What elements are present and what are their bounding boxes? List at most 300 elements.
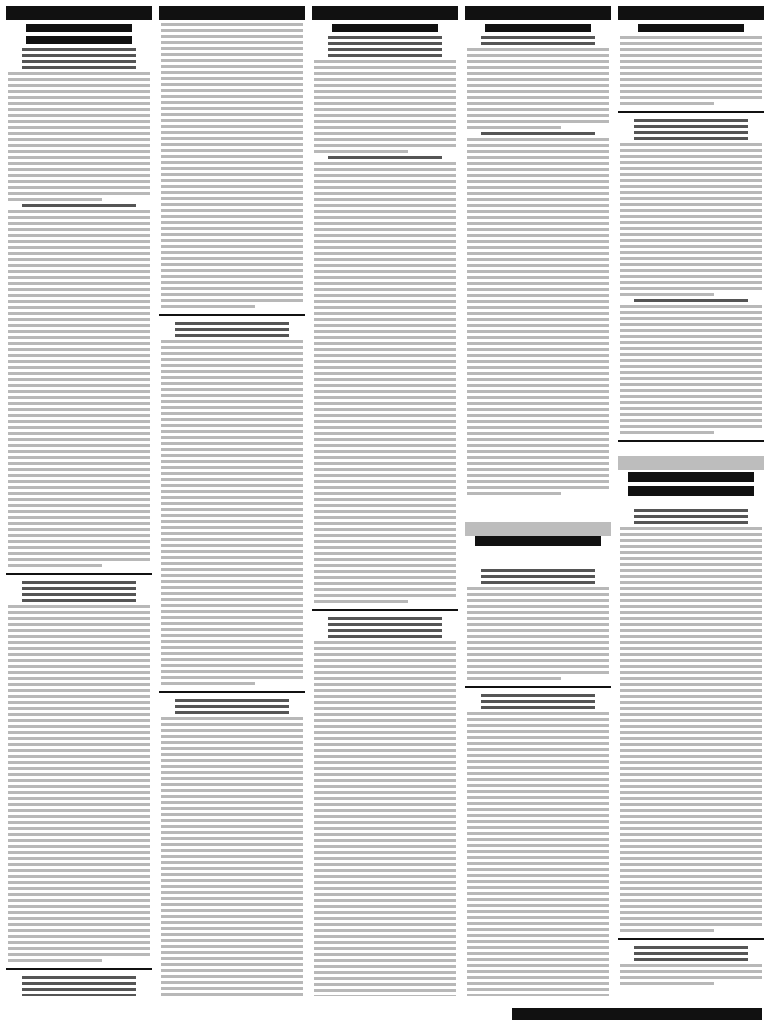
notice-text-line (8, 168, 150, 171)
notice-text-line (314, 396, 456, 399)
notice-text-line (314, 546, 456, 549)
notice-heading (634, 521, 748, 524)
notice-text-line (314, 306, 456, 309)
notice-text-line (620, 695, 762, 698)
notice-text-line (467, 832, 609, 835)
notice-text-line (467, 126, 561, 129)
notice-text-line (8, 480, 150, 483)
notice-text-line (467, 144, 609, 147)
notice-text-line (467, 438, 609, 441)
notice-text-line (314, 677, 456, 680)
notice-text-line (314, 324, 456, 327)
notice-heading (328, 54, 442, 57)
notice-text-line (467, 474, 609, 477)
notice-text-line (620, 964, 762, 967)
notice-text-line (161, 215, 303, 218)
notice-separator (159, 691, 305, 693)
column-header (618, 6, 764, 20)
notice-text-line (620, 239, 762, 242)
notice-text-line (8, 318, 150, 321)
notice-text-line (161, 173, 303, 176)
county-title (638, 24, 744, 32)
notice-text-line (161, 933, 303, 936)
notice-text-line (314, 833, 456, 836)
notice-text-line (161, 634, 303, 637)
notice-text-line (314, 959, 456, 962)
notice-text-line (314, 821, 456, 824)
notice-text-line (161, 101, 303, 104)
notice-text-line (467, 348, 609, 351)
column-1 (6, 6, 152, 996)
notice-text-line (620, 923, 762, 926)
notice-text-line (467, 946, 609, 949)
notice-text-line (314, 707, 456, 710)
notice-text-line (8, 180, 150, 183)
notice-text-line (314, 755, 456, 758)
notice-text-line (161, 831, 303, 834)
notice-text-line (620, 527, 762, 530)
notice-text-line (314, 438, 456, 441)
notice-text-line (467, 78, 609, 81)
notice-text-line (314, 953, 456, 956)
notice-text-line (161, 293, 303, 296)
notice-text-line (161, 29, 303, 32)
notice-text-line (8, 288, 150, 291)
notice-text-line (314, 174, 456, 177)
notice-text-line (467, 102, 609, 105)
notice-text-line (8, 833, 150, 836)
notice-text-line (8, 504, 150, 507)
notice-text-line (8, 342, 150, 345)
notice-heading (175, 334, 289, 337)
notice-text-line (314, 294, 456, 297)
notice-text-line (467, 748, 609, 751)
notice-text-line (467, 994, 609, 996)
notice-text-line (620, 905, 762, 908)
notice-text-line (161, 628, 303, 631)
column-header (159, 6, 305, 20)
notice-text-line (314, 743, 456, 746)
notice-text-line (161, 921, 303, 924)
notice-text-line (8, 701, 150, 704)
notice-text-line (314, 312, 456, 315)
notice-text-line (314, 402, 456, 405)
notice-text-line (620, 683, 762, 686)
notice-text-line (314, 60, 456, 63)
notice-text-line (161, 915, 303, 918)
notice-text-line (314, 935, 456, 938)
notice-text-line (467, 84, 609, 87)
notice-text-line (8, 246, 150, 249)
notice-text-line (8, 108, 150, 111)
notice-text-line (620, 545, 762, 548)
notice-text-line (161, 460, 303, 463)
notice-text-line (314, 881, 456, 884)
notice-heading (481, 132, 595, 135)
notice-text-line (314, 102, 456, 105)
notice-heading (22, 988, 136, 991)
notice-text-line (8, 510, 150, 513)
notice-text-line (620, 557, 762, 560)
notice-text-line (620, 917, 762, 920)
notice-text-line (620, 293, 714, 296)
notice-text-line (467, 928, 609, 931)
notice-text-line (314, 761, 456, 764)
notice-heading (22, 587, 136, 590)
notice-text-line (620, 671, 762, 674)
notice-text-line (620, 809, 762, 812)
notice-text-line (314, 749, 456, 752)
column-2 (159, 6, 305, 996)
notice-text-line (620, 629, 762, 632)
notice-text-line (467, 659, 609, 662)
notice-text-line (8, 198, 102, 201)
notice-text-line (8, 911, 150, 914)
notice-text-line (161, 221, 303, 224)
notice-heading (328, 156, 442, 159)
notice-text-line (161, 897, 303, 900)
notice-text-line (620, 96, 762, 99)
notice-text-line (314, 204, 456, 207)
notice-text-line (8, 683, 150, 686)
notice-text-line (620, 875, 762, 878)
notice-text-line (314, 845, 456, 848)
notice-text-line (314, 480, 456, 483)
notice-text-line (620, 665, 762, 668)
column-3 (312, 6, 458, 996)
notice-text-line (161, 837, 303, 840)
notice-text-line (314, 234, 456, 237)
notice-text-line (8, 390, 150, 393)
notice-text-line (620, 269, 762, 272)
notice-text-line (161, 957, 303, 960)
notice-text-line (620, 821, 762, 824)
notice-heading (634, 299, 748, 302)
notice-text-line (8, 761, 150, 764)
notice-text-line (467, 647, 609, 650)
notice-text-line (620, 587, 762, 590)
notice-text-line (620, 257, 762, 260)
notice-text-line (8, 486, 150, 489)
notice-text-line (467, 282, 609, 285)
notice-text-line (467, 796, 609, 799)
notice-text-line (161, 771, 303, 774)
notice-text-line (8, 90, 150, 93)
notice-text-line (161, 484, 303, 487)
notice-text-line (467, 402, 609, 405)
notice-heading (175, 705, 289, 708)
notice-text-line (8, 210, 150, 213)
notice-text-line (161, 616, 303, 619)
notice-text-line (314, 444, 456, 447)
notice-text-line (8, 396, 150, 399)
notice-text-line (314, 288, 456, 291)
section-band (465, 522, 611, 536)
notice-text-line (620, 647, 762, 650)
notice-text-line (314, 426, 456, 429)
notice-text-line (314, 414, 456, 417)
notice-text-line (8, 276, 150, 279)
notice-text-line (161, 23, 303, 26)
notice-text-line (8, 534, 150, 537)
notice-text-line (467, 330, 609, 333)
notice-text-line (161, 873, 303, 876)
notice-text-line (8, 647, 150, 650)
notice-text-line (8, 234, 150, 237)
notice-text-line (161, 759, 303, 762)
notice-text-line (161, 388, 303, 391)
notice-text-line (8, 552, 150, 555)
notice-text-line (314, 659, 456, 662)
notice-text-line (620, 563, 762, 566)
notice-text-line (620, 66, 762, 69)
notice-text-line (161, 233, 303, 236)
notice-text-line (8, 923, 150, 926)
notice-text-line (620, 48, 762, 51)
notice-text-line (467, 168, 609, 171)
notice-text-line (620, 395, 762, 398)
notice-text-line (8, 282, 150, 285)
notice-text-line (620, 677, 762, 680)
notice-text-line (161, 209, 303, 212)
notice-text-line (467, 342, 609, 345)
notice-heading (481, 575, 595, 578)
notice-text-line (467, 66, 609, 69)
notice-text-line (620, 245, 762, 248)
notice-text-line (467, 90, 609, 93)
notice-text-line (161, 406, 303, 409)
notice-text-line (161, 203, 303, 206)
notice-text-line (620, 599, 762, 602)
column-header (6, 6, 152, 20)
notice-heading (22, 982, 136, 985)
notice-text-line (467, 276, 609, 279)
notice-text-line (620, 737, 762, 740)
notice-text-line (161, 412, 303, 415)
notice-text-line (467, 216, 609, 219)
notice-text-line (467, 186, 609, 189)
notice-text-line (314, 863, 456, 866)
notice-text-line (161, 358, 303, 361)
notice-text-line (314, 552, 456, 555)
notice-text-line (620, 203, 762, 206)
notice-text-line (314, 336, 456, 339)
notice-text-line (467, 587, 609, 590)
notice-text-line (467, 372, 609, 375)
notice-text-line (467, 432, 609, 435)
notice-text-line (314, 923, 456, 926)
notice-text-line (161, 801, 303, 804)
notice-text-line (161, 227, 303, 230)
notice-separator (618, 111, 764, 113)
notice-text-line (314, 941, 456, 944)
notice-text-line (161, 951, 303, 954)
notice-text-line (314, 318, 456, 321)
notice-text-line (620, 976, 762, 979)
notice-text-line (161, 538, 303, 541)
notice-text-line (620, 869, 762, 872)
notice-text-line (161, 257, 303, 260)
notice-text-line (314, 785, 456, 788)
notice-text-line (314, 947, 456, 950)
notice-text-line (314, 84, 456, 87)
notice-text-line (620, 173, 762, 176)
notice-heading (634, 119, 748, 122)
notice-text-line (467, 778, 609, 781)
notice-text-line (314, 977, 456, 980)
notice-text-line (467, 754, 609, 757)
notice-text-line (8, 540, 150, 543)
notice-text-line (467, 120, 609, 123)
notice-text-line (8, 797, 150, 800)
notice-text-line (8, 947, 150, 950)
notice-text-line (161, 598, 303, 601)
notice-text-line (8, 240, 150, 243)
notice-separator (312, 609, 458, 611)
notice-text-line (467, 210, 609, 213)
notice-text-line (8, 546, 150, 549)
notice-text-line (161, 454, 303, 457)
notice-text-line (8, 366, 150, 369)
notice-text-line (467, 162, 609, 165)
notice-text-line (8, 384, 150, 387)
notice-text-line (467, 444, 609, 447)
notice-text-line (620, 179, 762, 182)
notice-text-line (161, 370, 303, 373)
notice-text-line (620, 797, 762, 800)
notice-text-line (467, 390, 609, 393)
notice-text-line (467, 306, 609, 309)
notice-text-line (314, 522, 456, 525)
notice-text-line (467, 336, 609, 339)
notice-text-line (467, 414, 609, 417)
notice-text-line (161, 658, 303, 661)
notice-text-line (314, 504, 456, 507)
notice-text-line (8, 72, 150, 75)
notice-text-line (620, 401, 762, 404)
notice-text-line (467, 138, 609, 141)
notice-text-line (314, 486, 456, 489)
notice-text-line (620, 191, 762, 194)
notice-text-line (467, 940, 609, 943)
notice-text-line (161, 71, 303, 74)
notice-text-line (8, 516, 150, 519)
notice-text-line (467, 718, 609, 721)
notice-text-line (620, 533, 762, 536)
notice-text-line (314, 641, 456, 644)
notice-text-line (8, 791, 150, 794)
notice-text-line (467, 760, 609, 763)
notice-text-line (314, 731, 456, 734)
notice-text-line (161, 197, 303, 200)
notice-text-line (8, 312, 150, 315)
notice-text-line (161, 59, 303, 62)
notice-text-line (620, 209, 762, 212)
notice-text-line (314, 875, 456, 878)
notice-text-line (620, 815, 762, 818)
notice-text-line (467, 641, 609, 644)
notice-text-line (620, 185, 762, 188)
notice-text-line (467, 192, 609, 195)
notice-text-line (467, 408, 609, 411)
notice-text-line (8, 875, 150, 878)
column-4 (465, 6, 611, 996)
notice-text-line (161, 376, 303, 379)
notice-text-line (467, 665, 609, 668)
notice-text-line (467, 874, 609, 877)
notice-text-line (161, 125, 303, 128)
notice-text-line (314, 138, 456, 141)
notice-text-line (620, 359, 762, 362)
notice-text-line (467, 480, 609, 483)
notice-text-line (161, 436, 303, 439)
notice-text-line (467, 240, 609, 243)
notice-heading (634, 952, 748, 955)
notice-text-line (8, 731, 150, 734)
notice-text-line (161, 981, 303, 984)
notice-text-line (161, 969, 303, 972)
notice-text-line (620, 90, 762, 93)
notice-text-line (314, 270, 456, 273)
county-title (485, 24, 591, 32)
notice-text-line (8, 228, 150, 231)
notice-text-line (467, 802, 609, 805)
notice-text-line (161, 508, 303, 511)
notice-text-line (161, 364, 303, 367)
notice-text-line (8, 102, 150, 105)
notice-text-line (8, 677, 150, 680)
notice-text-line (161, 526, 303, 529)
notice-text-line (467, 868, 609, 871)
notice-text-line (161, 604, 303, 607)
notice-text-line (620, 743, 762, 746)
notice-text-line (620, 84, 762, 87)
notice-text-line (467, 712, 609, 715)
notice-text-line (620, 659, 762, 662)
notice-text-line (8, 815, 150, 818)
notice-text-line (8, 138, 150, 141)
notice-text-line (620, 143, 762, 146)
notice-text-line (620, 42, 762, 45)
notice-text-line (314, 911, 456, 914)
notice-text-line (467, 360, 609, 363)
notice-text-line (161, 670, 303, 673)
notice-text-line (314, 815, 456, 818)
notice-text-line (467, 635, 609, 638)
notice-text-line (314, 432, 456, 435)
notice-text-line (161, 885, 303, 888)
notice-text-line (314, 342, 456, 345)
notice-heading (22, 54, 136, 57)
notice-separator (465, 686, 611, 688)
notice-heading (22, 976, 136, 979)
notice-text-line (314, 300, 456, 303)
notice-text-line (161, 544, 303, 547)
notice-text-line (314, 516, 456, 519)
notice-heading (175, 711, 289, 714)
notice-text-line (620, 707, 762, 710)
notice-text-line (161, 89, 303, 92)
notice-text-line (467, 384, 609, 387)
notice-heading (634, 125, 748, 128)
notice-text-line (8, 324, 150, 327)
notice-text-line (8, 564, 102, 567)
notice-text-line (314, 653, 456, 656)
notice-text-line (314, 168, 456, 171)
notice-text-line (8, 306, 150, 309)
notice-text-line (620, 365, 762, 368)
notice-text-line (161, 137, 303, 140)
